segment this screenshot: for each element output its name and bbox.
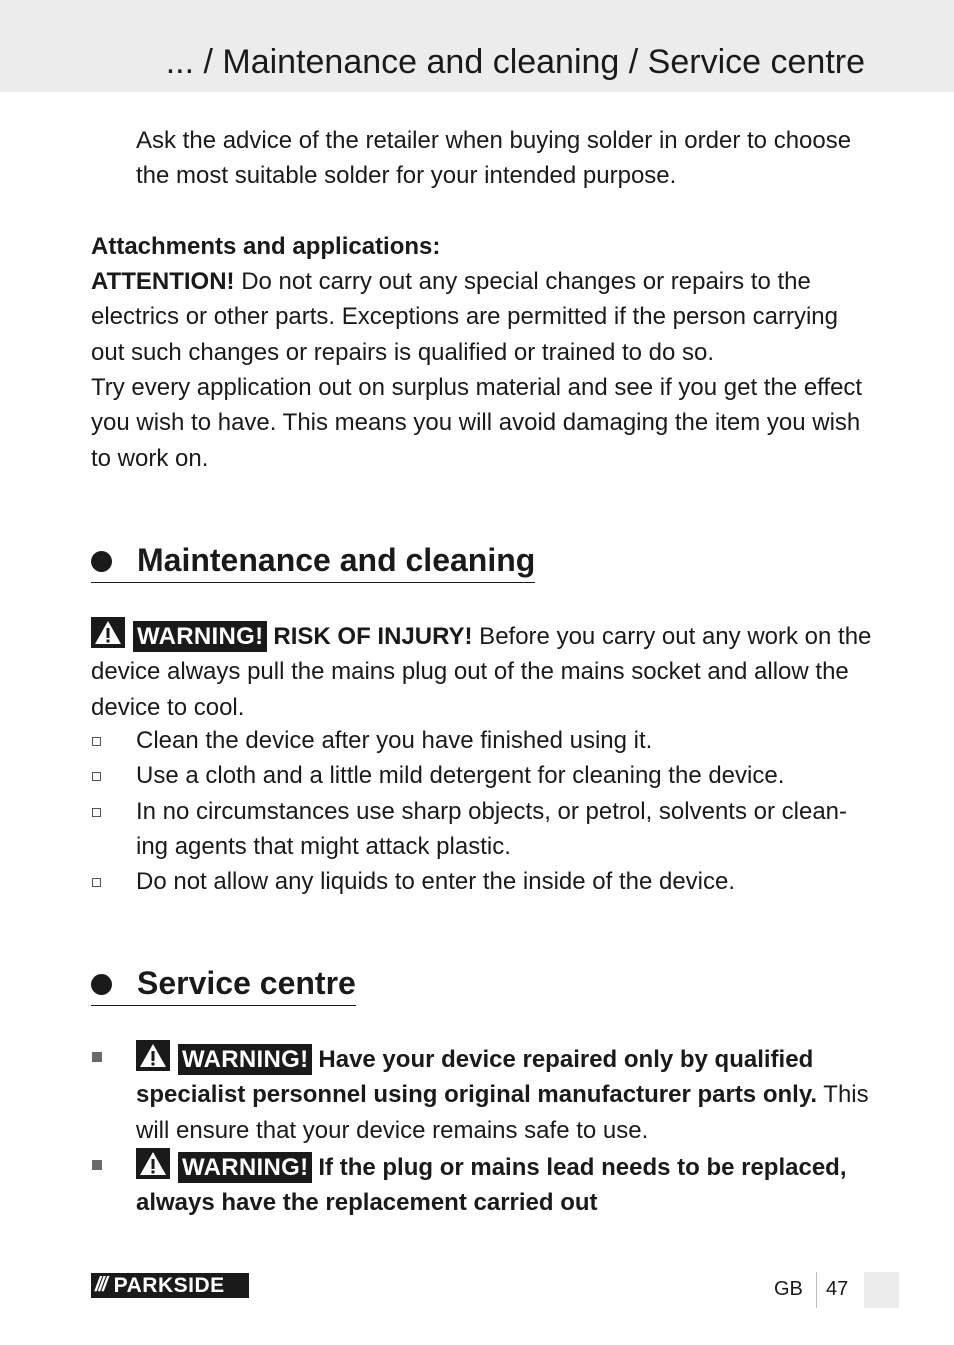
- attention-text: Do not carry out any special changes or repairs to the electrics or other parts. Exceptions are permitted if the person carrying out such changes or repairs is qualified or trained to do so.: [91, 268, 838, 366]
- warning-triangle-icon: [136, 1148, 170, 1179]
- list-item-text: In no circumstances use sharp objects, or petrol, solvents or clean-ing agents that might attack plastic.: [136, 797, 847, 860]
- service-bold-text: Have your device repaired only by qualified specialist personnel using original manufacturer parts only.: [136, 1046, 818, 1109]
- service-list: [91, 1040, 871, 1220]
- service-bold-text: If the plug or mains lead needs to be replaced, always have the replacement carried out: [136, 1153, 847, 1217]
- heading-underline: [91, 582, 137, 583]
- checkbox-bullet-icon: [92, 737, 101, 746]
- list-item: [91, 794, 871, 865]
- list-item: [91, 723, 871, 758]
- footer-divider: [816, 1272, 817, 1308]
- list-item: [91, 864, 871, 899]
- maintenance-list: [91, 723, 871, 899]
- heading-underline: [91, 1005, 137, 1006]
- warning-badge: WARNING!: [178, 1044, 312, 1075]
- warning-triangle-icon: [91, 617, 125, 648]
- logo-brand-name: PARKSIDE: [113, 1273, 225, 1297]
- maintenance-heading: [91, 540, 535, 583]
- risk-label: RISK OF INJURY!: [273, 623, 473, 650]
- maintenance-heading-text: Maintenance and cleaning: [137, 540, 535, 583]
- square-bullet-icon: [92, 1052, 102, 1062]
- bullet-dot-icon: [91, 974, 112, 995]
- attachments-heading: Attachments and applications:: [91, 233, 441, 260]
- language-code: GB: [774, 1278, 803, 1300]
- service-heading-text: Service centre: [137, 963, 356, 1006]
- maintenance-warning-text: Before you carry out any work on the device always pull the mains plug out of the mains socket and allow the device to cool.: [91, 623, 872, 721]
- checkbox-bullet-icon: [92, 808, 101, 817]
- solder-advice-text: Ask the advice of the retailer when buying solder in order to choose the most suitable solder for your intended purpose.: [136, 127, 852, 190]
- try-application-text: Try every application out on surplus material and see if you get the effect you wish to have. This means you will avoid damaging the item you wish to work on.: [91, 374, 863, 472]
- list-item-text: Clean the device after you have finished using it.: [136, 727, 653, 754]
- page-title: ... / Maintenance and cleaning / Service centre: [165, 43, 865, 81]
- bullet-dot-icon: [91, 551, 112, 572]
- logo-slashes: ///: [95, 1274, 106, 1296]
- square-bullet-icon: [92, 1160, 102, 1170]
- checkbox-bullet-icon: [92, 772, 101, 781]
- warning-badge: WARNING!: [133, 621, 267, 652]
- footer-tab-marker: [864, 1272, 899, 1308]
- service-heading: [91, 963, 356, 1006]
- list-item-text: Do not allow any liquids to enter the inside of the device.: [136, 868, 736, 896]
- attention-paragraph: [91, 264, 876, 370]
- list-item-text: Use a cloth and a little mild detergent for cleaning the device.: [136, 762, 785, 790]
- warning-badge: WARNING!: [178, 1152, 312, 1183]
- service-normal-text: This will ensure that your device remains safe to use.: [136, 1081, 869, 1144]
- list-item: [91, 758, 871, 793]
- attention-label: ATTENTION!: [91, 268, 235, 295]
- list-item: [91, 1040, 871, 1148]
- checkbox-bullet-icon: [92, 878, 101, 887]
- warning-triangle-icon: [136, 1040, 170, 1071]
- maintenance-warning-paragraph: [91, 617, 876, 725]
- list-item: [91, 1148, 871, 1221]
- page-number: 47: [826, 1278, 849, 1300]
- parkside-logo: [91, 1273, 249, 1298]
